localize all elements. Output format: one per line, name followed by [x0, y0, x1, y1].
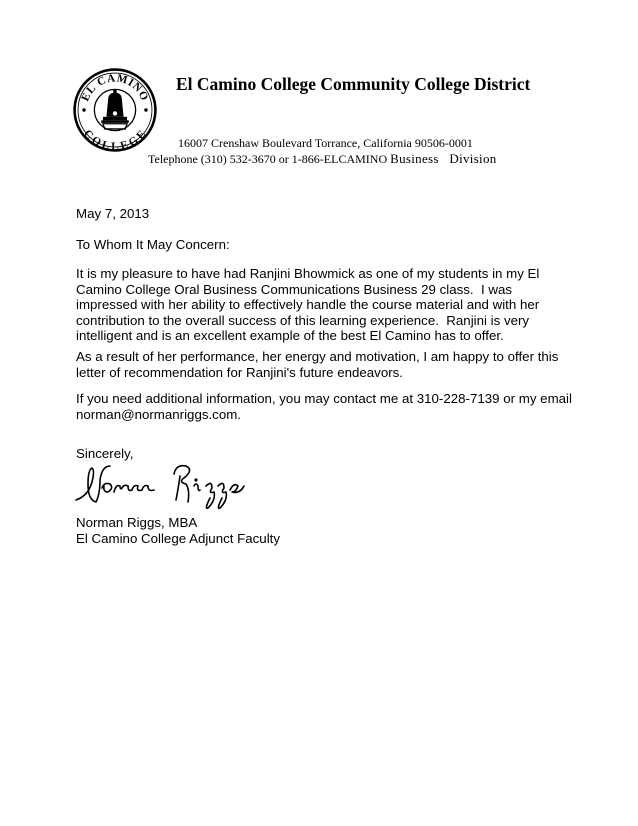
telephone-text: Telephone (310) 532-3670 or 1-866-ELCAMINO [148, 152, 388, 166]
bell-icon [101, 89, 129, 129]
signer-name: Norman Riggs, MBA [76, 515, 198, 530]
letter-paragraph [76, 349, 576, 380]
svg-text:COLLEGE [81, 128, 149, 153]
letter-paragraph [76, 391, 576, 422]
college-name-heading: El Camino College Community College District [176, 74, 531, 94]
paragraph-text: If you need additional information, you may contact me at 310-228-7139 or my email norman@normanriggs.com. [76, 391, 572, 422]
seal-bottom-text: COLLEGE [81, 127, 149, 153]
address-line: 16007 Crenshaw Boulevard Torrance, California 90506-0001 [178, 136, 473, 150]
handwritten-signature [70, 456, 250, 516]
letter-paragraph [76, 266, 576, 344]
letter-closing: Sincerely, [76, 446, 134, 461]
letter-date: May 7, 2013 [76, 206, 150, 221]
el-camino-college-seal-logo [72, 67, 158, 153]
telephone-line [148, 151, 497, 167]
division-text: Business Division [390, 151, 497, 166]
seal-top-text: EL CAMINO [79, 72, 151, 104]
paragraph-text: It is my pleasure to have had Ranjini Bhowmick as one of my students in my El Camino College Oral Business Communications Business 29 class. I was impressed with her ability to effectively handle the course material and with her contribution to the overall success of this learning experience. Ranjini is very intelligent and is an excellent example of the best El Camino has to offer. [76, 266, 544, 344]
letter-salutation: To Whom It May Concern: [76, 237, 230, 252]
signer-title: El Camino College Adjunct Faculty [76, 531, 280, 546]
paragraph-text: As a result of her performance, her energy and motivation, I am happy to offer this letter of recommendation for Ranjini's future endeavors. [76, 349, 559, 380]
